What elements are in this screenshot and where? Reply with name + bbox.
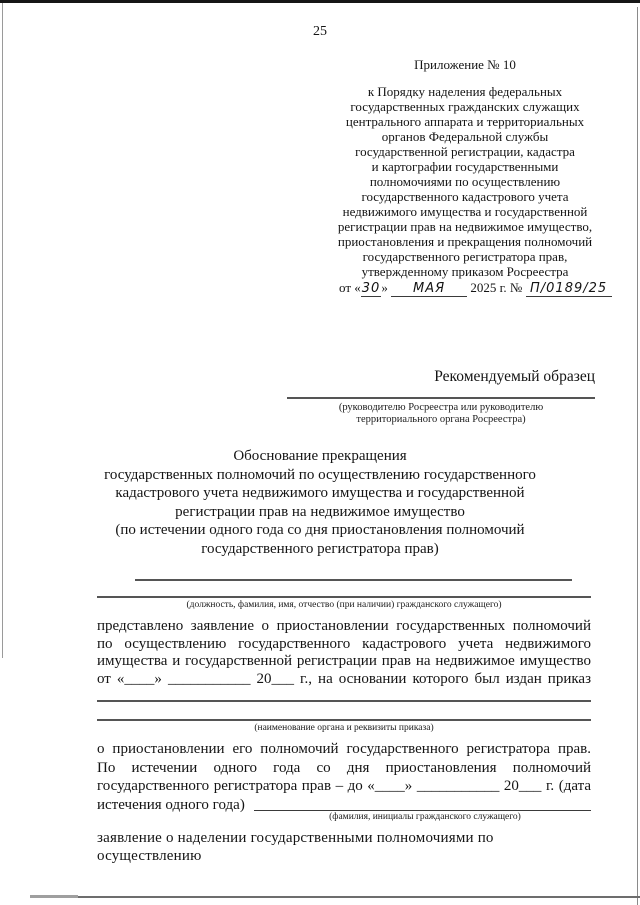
appendix-line: государственного регистратора прав, (362, 249, 568, 264)
handwritten-month: МАЯ (412, 281, 446, 296)
servant-caption: (должность, фамилия, имя, отчество (при наличии) гражданского служащего) (186, 600, 502, 610)
order-number-blank (526, 280, 612, 297)
appendix-line: государственной регистрации, кадастра (355, 144, 575, 159)
scan-edge-bottom-segment (30, 895, 78, 898)
order-caption: (наименование органа и реквизиты приказа) (254, 723, 434, 733)
page-number: 25 (313, 24, 327, 39)
title-line: регистрации прав на недвижимое имущество (175, 503, 465, 520)
paragraph-line: от «____» ___________ 20___ г., на основании которого был издан приказ (97, 670, 591, 687)
title-line: Обоснование прекращения (233, 448, 407, 464)
appendix-line: органов Федеральной службы (381, 129, 549, 144)
appendix-line: полномочиями по осуществлению (369, 174, 561, 189)
appendix-line: приостановления и прекращения полномочий (337, 234, 593, 249)
scan-edge-left (2, 3, 3, 658)
appendix-heading: Приложение № 10 (414, 57, 516, 72)
scan-edge-top (0, 0, 640, 3)
title-line: (по истечении одного года со дня приостановления полномочий (115, 522, 525, 538)
paragraph-line-text: истечения одного года) (97, 796, 245, 813)
scan-edge-bottom (78, 896, 640, 898)
appendix-line: регистрации прав на недвижимое имущество, (337, 219, 593, 234)
date-prefix: от « (339, 280, 361, 295)
paragraph-line: имущества и государственной регистрации прав на недвижимое имущество (97, 653, 591, 670)
addressee-caption: (руководителю Росреестра или руководителю территориального органа Росреестра) (338, 402, 544, 425)
paragraph-suspension-expiry (97, 740, 591, 814)
appendix-line: и картографии государственными (371, 159, 559, 174)
paragraph-empowerment-application: заявление о наделении государственными полномочиями по осуществлению (97, 830, 494, 864)
recommended-sample-label: Рекомендуемый образец (434, 368, 595, 385)
paragraph-line: государственного регистратора прав – до «____» ___________ 20___ г. (дата (97, 778, 591, 795)
paragraph-application-submitted (97, 618, 591, 688)
appendix-line: недвижимого имущества и государственной (342, 204, 588, 219)
appendix-line: центрального аппарата и территориальных (345, 114, 585, 129)
handwritten-day: 30 (361, 281, 381, 296)
servant-fill-line-1 (135, 579, 572, 581)
paragraph-line: По истечении одного года со дня приостановления полномочий (97, 759, 591, 776)
appendix-line: государственных гражданских служащих (350, 99, 580, 114)
appendix-line: государственного кадастрового учета (361, 189, 569, 204)
appendix-line: утвержденному приказом Росреестра (361, 264, 569, 279)
document-title (60, 447, 580, 558)
scan-edge-right (637, 7, 638, 905)
title-line: государственного регистратора прав) (201, 540, 439, 557)
title-line: кадастрового учета недвижимого имущества и государственной (115, 485, 525, 501)
title-line: государственных полномочий по осуществлению государственного (104, 466, 536, 483)
paragraph-line: по осуществлению государственного кадастрового учета недвижимого (97, 635, 591, 652)
addressee-fill-line (287, 397, 595, 399)
order-fill-line-2 (97, 719, 591, 721)
appendix-line: к Порядку наделения федеральных (367, 84, 563, 99)
appendix-header-block (325, 57, 608, 297)
servant-fill-line-2 (97, 596, 591, 598)
paragraph-line: представлено заявление о приостановлении государственных полномочий (97, 618, 591, 634)
paragraph-line: о приостановлении его полномочий государственного регистратора прав. (97, 741, 591, 757)
date-middle: 2025 г. № (470, 280, 523, 295)
order-fill-line-1 (97, 700, 591, 702)
month-blank (391, 280, 467, 297)
date-close-quote: » (381, 280, 388, 295)
handwritten-order-number: П/0189/25 (530, 281, 608, 296)
order-date-row (339, 280, 608, 297)
name-caption: (фамилия, инициалы гражданского служащего) (329, 812, 521, 822)
